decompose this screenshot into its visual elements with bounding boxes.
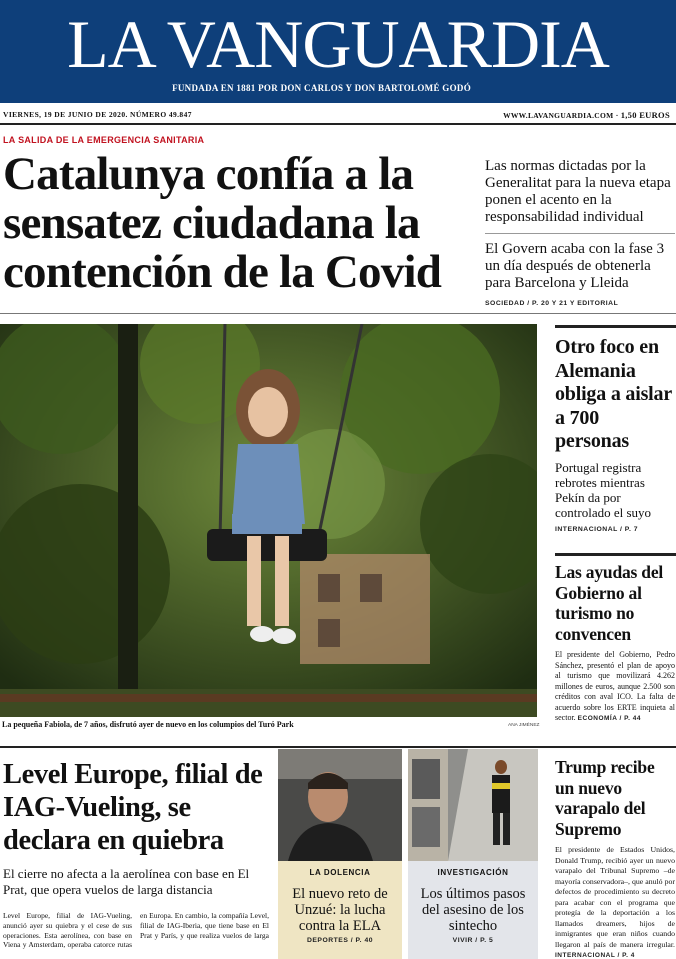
newspaper-logo[interactable]: LA VANGUARDIA (67, 6, 609, 82)
photo-credit: ANA JIMÉNEZ (508, 723, 540, 728)
trump-headline[interactable]: Trump recibe un nuevo varapalo del Supremo (555, 757, 655, 839)
turismo-story[interactable] (555, 562, 675, 725)
masthead (0, 0, 676, 103)
trump-source[interactable]: INTERNACIONAL / P. 4 (555, 952, 635, 959)
investigacion-headline[interactable]: Los últimos pasos del asesino de los sintecho (420, 886, 526, 934)
deck-divider (485, 233, 675, 234)
level-body (3, 911, 269, 959)
dolencia-source[interactable]: DEPORTES / P. 40 (306, 937, 374, 944)
turismo-body (555, 650, 675, 725)
investigacion-box[interactable] (408, 861, 538, 959)
trump-story[interactable] (555, 757, 675, 959)
alemania-dek: Portugal registra rebrotes mientras Pekín da por controlado el suyo (555, 459, 652, 520)
dolencia-box[interactable] (278, 861, 402, 959)
dolencia-kicker: LA DOLENCIA (309, 868, 371, 877)
lead-kicker: LA SALIDA DE LA EMERGENCIA SANITARIA (3, 135, 205, 145)
alemania-top-rule (555, 325, 676, 328)
alemania-story[interactable] (555, 336, 675, 533)
turismo-top-rule (555, 553, 676, 556)
bottom-section-rule (0, 746, 676, 748)
site-link[interactable]: WWW.LAVANGUARDIA.COM (503, 111, 614, 120)
lead-deck-2: El Govern acaba con la fase 3 un día después de obtenerla para Barcelona y Lleida (485, 241, 665, 291)
top-rule (0, 123, 676, 125)
lead-headline[interactable]: Catalunya confía a la sensatez ciudadana la contención de la Covid (3, 148, 442, 298)
level-headline[interactable]: Level Europe, filial de IAG-Vueling, se declara en quiebra (3, 759, 263, 856)
investigacion-source[interactable]: VIVIR / P. 5 (452, 937, 494, 944)
alemania-headline[interactable]: Otro foco en Alemania obliga a aislar a 700 personas (555, 336, 672, 452)
site-and-price (503, 110, 670, 120)
lead-side-decks (485, 158, 675, 312)
lead-deck-1: Las normas dictadas por la Generalitat para la nueva etapa ponen el acento en la responsabilidad individual (485, 158, 671, 225)
dolencia-headline[interactable]: El nuevo reto de Unzué: la lucha contra la ELA (292, 886, 388, 934)
portrait-image (278, 749, 402, 861)
lead-bottom-rule (0, 313, 676, 314)
trump-body-text: El presidente de Estados Unidos, Donald Trump, recibió ayer un nuevo varapalo del Tribunal Supremo –de mayoría conservadora–, que anuló por defectos de procedimiento su decreto para acabar con el programa que protegía de la deportación a los llamados dreamers, hijos de inmigrantes que eran niños cuando llegaron al país de manera irregular. (555, 845, 675, 949)
separator-dot: · (615, 111, 621, 120)
unzue-photo[interactable] (278, 749, 402, 861)
level-dek: El cierre no afecta a la aerolínea con base en El Prat, que opera vuelos de larga distancia (3, 866, 250, 897)
trump-body (555, 845, 675, 959)
investigacion-kicker: INVESTIGACIÓN (437, 868, 509, 877)
surveillance-image (408, 749, 538, 861)
founded-line: FUNDADA EN 1881 POR DON CARLOS Y DON BARTOLOMÉ GODÓ (172, 83, 471, 93)
level-body-text: Level Europe, filial de IAG-Vueling, anunció ayer su quiebra y el cese de sus operaciones. Esta aerolínea, con base en Viena y Amsterdam, operaba catorce rutas en Europa. En cambio, la compañía Level, filial de IAG-Iberia, que tiene base en El Prat y París, y que realiza vuelos de larga (3, 911, 269, 950)
girl-on-swing-image (0, 324, 537, 717)
photo-caption: La pequeña Fabiola, de 7 años, disfrutó ayer de nuevo en los columpios del Turó Park (2, 720, 294, 729)
metro-photo[interactable] (408, 749, 538, 861)
turismo-headline[interactable]: Las ayudas del Gobierno al turismo no convencen (555, 562, 664, 644)
dateline: VIERNES, 19 DE JUNIO DE 2020. NÚMERO 49.847 (3, 110, 192, 119)
price: 1,50 EUROS (620, 110, 670, 120)
front-photo[interactable] (0, 324, 537, 717)
turismo-source[interactable]: ECONOMÍA / P. 44 (577, 715, 641, 722)
alemania-source[interactable]: INTERNACIONAL / P. 7 (555, 525, 639, 533)
turismo-body-text: El presidente del Gobierno, Pedro Sánchez, presentó el plan de apoyo al turismo que movilizará 4.262 millones de euros, aunque 2.500 son créditos con aval ICO. La falta de acuerdo sobre los ERTE inquieta al sector. (555, 650, 675, 722)
lead-source[interactable]: SOCIEDAD / P. 20 Y 21 Y EDITORIAL (485, 300, 619, 307)
